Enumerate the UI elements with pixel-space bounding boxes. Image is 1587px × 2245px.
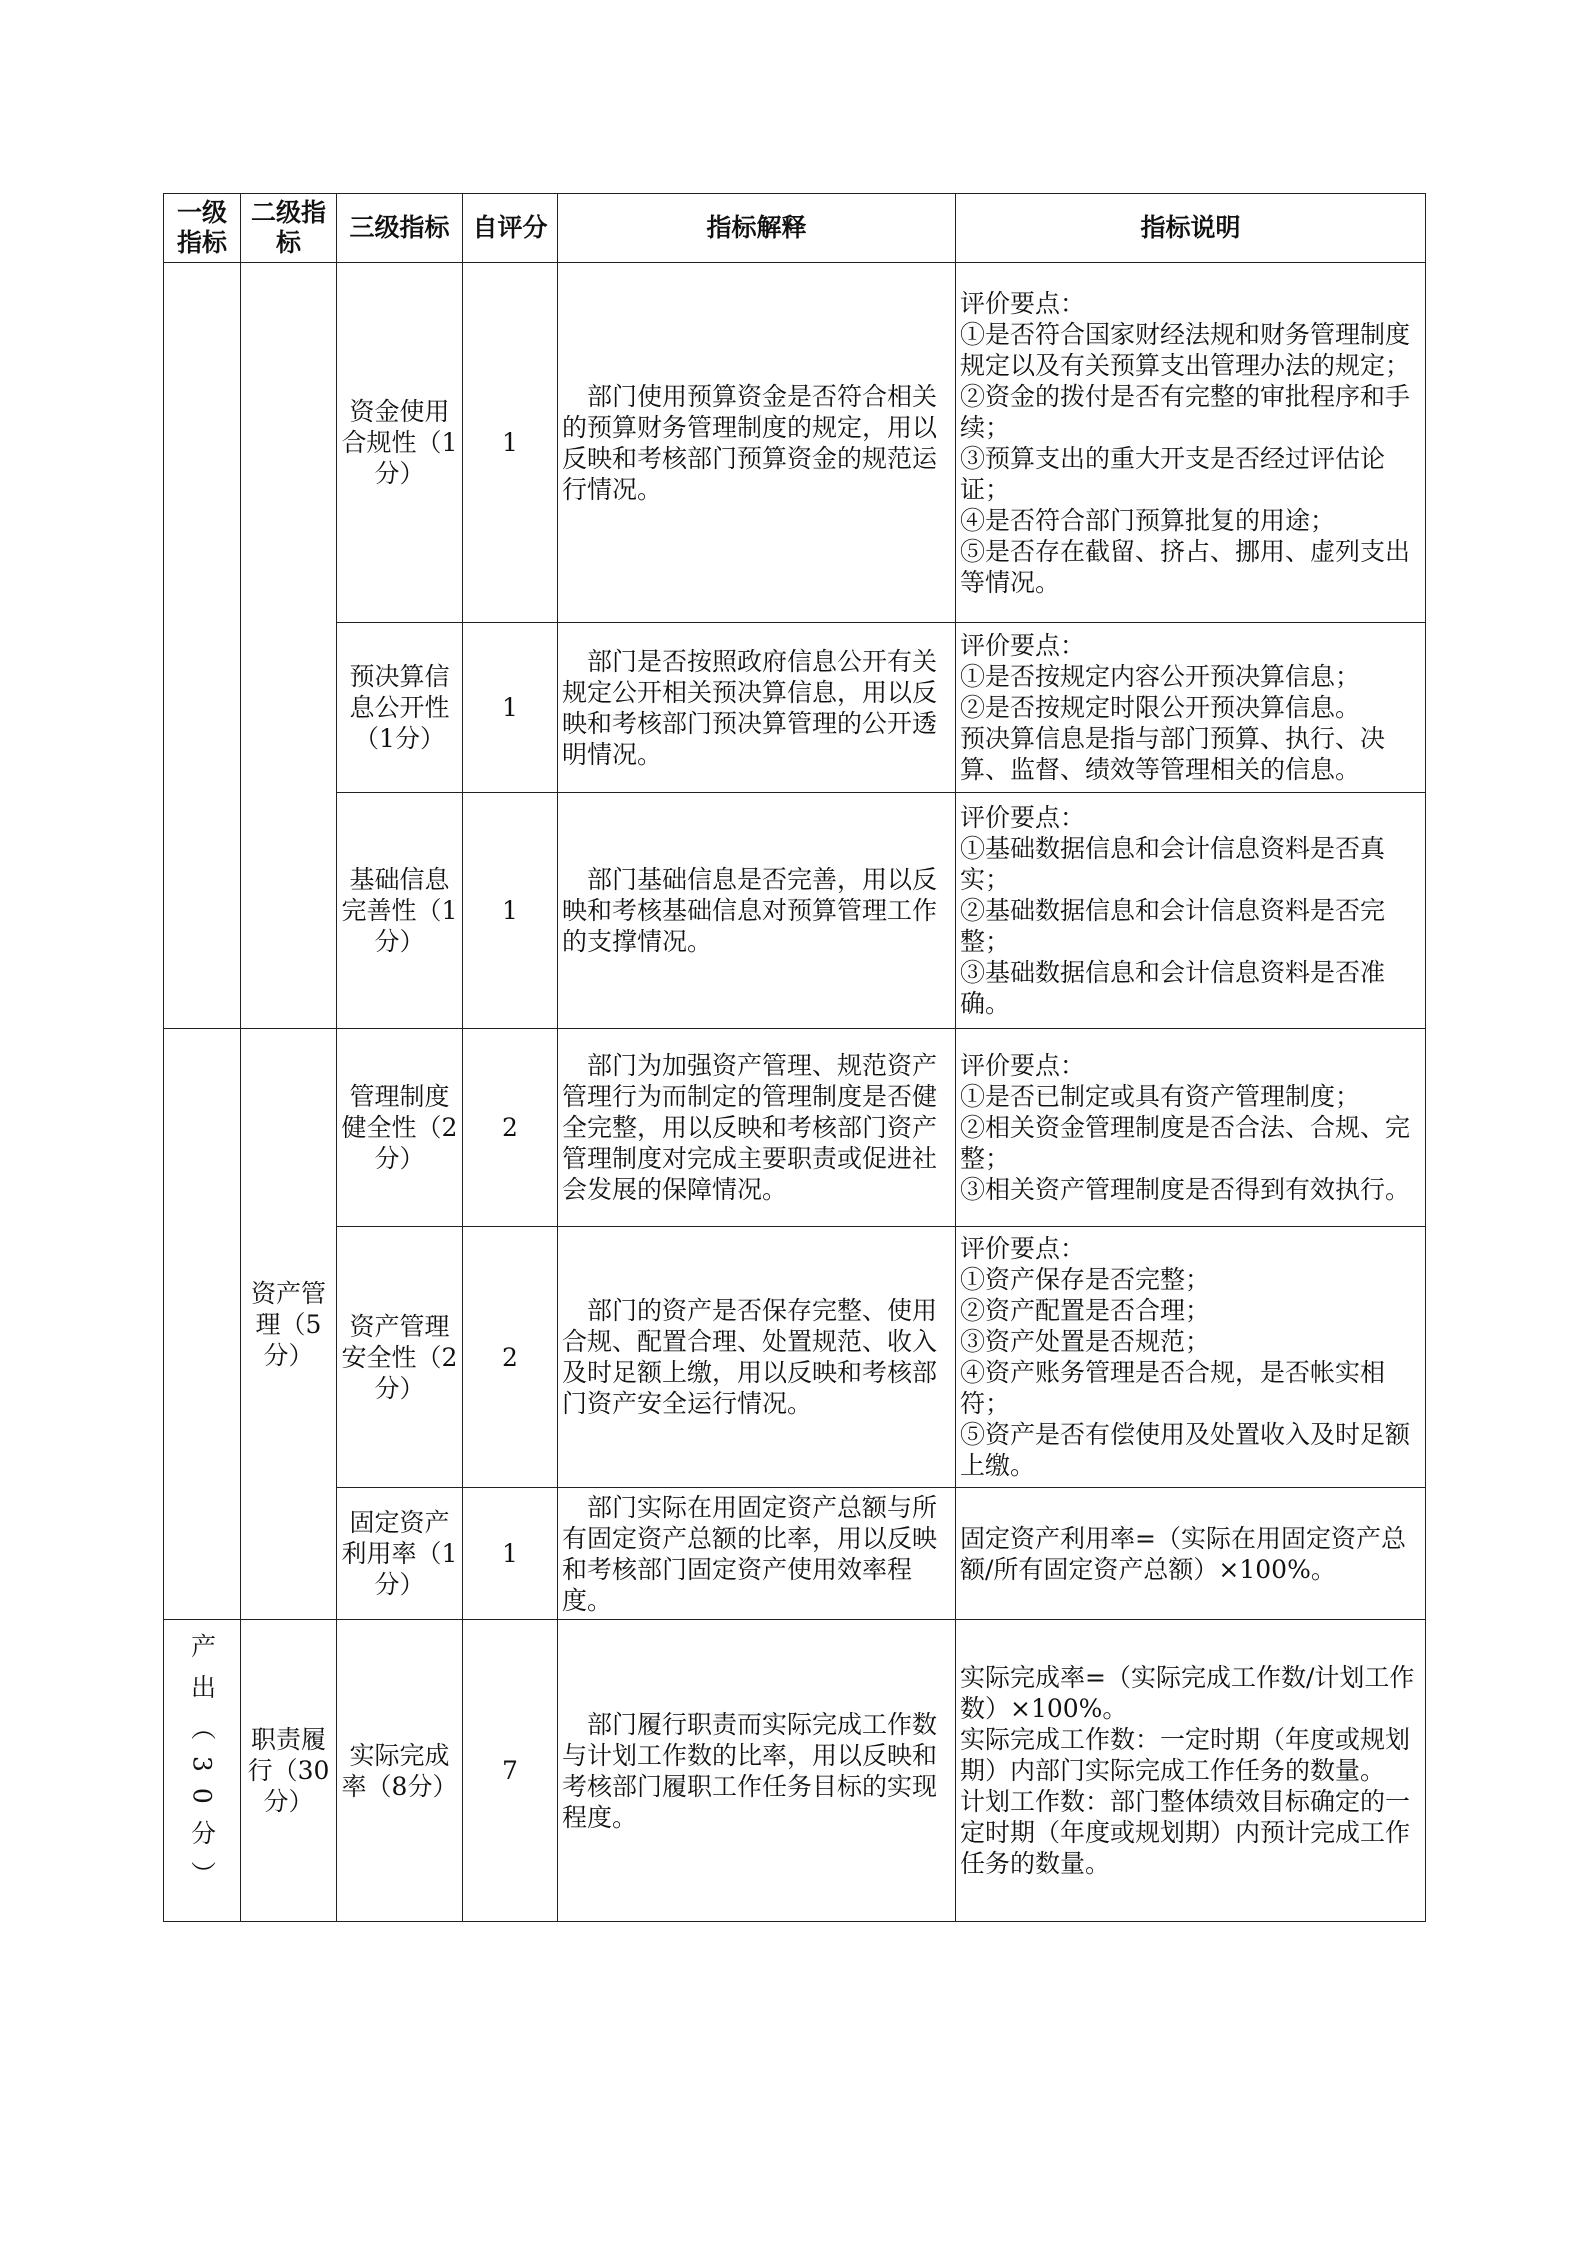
level3-cell: 基础信息完善性（1分） xyxy=(337,793,463,1029)
header-row xyxy=(164,194,1426,263)
level1-cell-empty xyxy=(164,263,241,1029)
note-line: ①是否符合国家财经法规和财务管理制度规定以及有关预算支出管理办法的规定； xyxy=(960,319,1411,380)
explanation-cell xyxy=(558,1488,956,1620)
note-line: ①基础数据信息和会计信息资料是否真实； xyxy=(960,834,1386,894)
notes-cell xyxy=(956,1488,1426,1620)
note-line: 评价要点： xyxy=(960,803,1086,832)
note-line: ②相关资金管理制度是否合法、合规、完整； xyxy=(960,1113,1411,1173)
level2-cell: 资产管理（5分） xyxy=(241,1029,337,1620)
note-line: 计划工作数：部门整体绩效目标确定的一定时期（年度或规划期）内预计完成工作任务的数量。 xyxy=(960,1787,1411,1878)
note-line: 评价要点： xyxy=(960,288,1086,318)
note-line: ②是否按规定时限公开预决算信息。 xyxy=(960,693,1361,722)
note-line: ③基础数据信息和会计信息资料是否准确。 xyxy=(960,958,1386,1018)
level2-cell: 职责履行（30分） xyxy=(241,1620,337,1922)
header-explanation: 指标解释 xyxy=(558,194,956,263)
note-line: 评价要点： xyxy=(960,1051,1086,1080)
note-line: ①资产保存是否完整； xyxy=(960,1265,1211,1294)
note-line: 固定资产利用率=（实际在用固定资产总额/所有固定资产总额）×100%。 xyxy=(960,1523,1406,1584)
table-row xyxy=(164,1227,1426,1488)
note-line: 评价要点： xyxy=(960,631,1086,660)
note-line: 实际完成工作数：一定时期（年度或规划期）内部门实际完成工作任务的数量。 xyxy=(960,1725,1411,1785)
note-line: 评价要点： xyxy=(960,1234,1086,1263)
note-line: ①是否按规定内容公开预决算信息； xyxy=(960,662,1361,691)
note-line: ①是否已制定或具有资产管理制度； xyxy=(960,1082,1361,1111)
note-line: ②资金的拨付是否有完整的审批程序和手续； xyxy=(960,381,1411,442)
note-line: ⑤是否存在截留、挤占、挪用、虚列支出等情况。 xyxy=(960,536,1411,597)
explanation-text: 部门的资产是否保存完整、使用合规、配置合理、处置规范、收入及时足额上缴，用以反映和考核部门资产安全运行情况。 xyxy=(562,1296,938,1418)
notes-cell xyxy=(956,793,1426,1029)
evaluation-table xyxy=(163,193,1426,1922)
level3-cell: 实际完成率（8分） xyxy=(337,1620,463,1922)
explanation-text: 部门使用预算资金是否符合相关的预算财务管理制度的规定，用以反映和考核部门预算资金的规范运行情况。 xyxy=(562,381,938,504)
note-line: ④是否符合部门预算批复的用途； xyxy=(960,505,1336,535)
explanation-cell xyxy=(558,623,956,793)
note-line: ③资产处置是否规范； xyxy=(960,1327,1211,1356)
header-level1: 一级指标 xyxy=(164,194,241,263)
table-row xyxy=(164,1488,1426,1620)
table-row xyxy=(164,793,1426,1029)
table-row xyxy=(164,263,1426,623)
notes-cell xyxy=(956,263,1426,623)
note-line: ③相关资产管理制度是否得到有效执行。 xyxy=(960,1175,1411,1204)
notes-cell xyxy=(956,1029,1426,1227)
header-level3: 三级指标 xyxy=(337,194,463,263)
note-line: ③预算支出的重大开支是否经过评估论证； xyxy=(960,443,1386,504)
header-description: 指标说明 xyxy=(956,194,1426,263)
level1-cell xyxy=(164,1620,241,1922)
table-row xyxy=(164,623,1426,793)
level1-vertical-text: 产出（30分） xyxy=(187,1632,217,1902)
note-line: ⑤资产是否有偿使用及处置收入及时足额上缴。 xyxy=(960,1420,1411,1480)
level2-cell-empty xyxy=(241,263,337,1029)
explanation-cell xyxy=(558,793,956,1029)
level3-cell: 资金使用合规性（1分） xyxy=(337,263,463,623)
table-row xyxy=(164,1620,1426,1922)
level3-cell: 资产管理安全性（2分） xyxy=(337,1227,463,1488)
note-line: 预决算信息是指与部门预算、执行、决算、监督、绩效等管理相关的信息。 xyxy=(960,724,1386,784)
notes-cell xyxy=(956,623,1426,793)
explanation-cell xyxy=(558,1227,956,1488)
table-row xyxy=(164,1029,1426,1227)
explanation-text: 部门基础信息是否完善，用以反映和考核基础信息对预算管理工作的支撑情况。 xyxy=(562,865,938,956)
note-line: ②基础数据信息和会计信息资料是否完整； xyxy=(960,896,1386,956)
score-cell: 1 xyxy=(463,793,558,1029)
explanation-text: 部门是否按照政府信息公开有关规定公开相关预决算信息，用以反映和考核部门预决算管理的公开透明情况。 xyxy=(562,646,938,769)
score-cell: 1 xyxy=(463,623,558,793)
header-score: 自评分 xyxy=(463,194,558,263)
explanation-text: 部门为加强资产管理、规范资产管理行为而制定的管理制度是否健全完整，用以反映和考核部门资产管理制度对完成主要职责或促进社会发展的保障情况。 xyxy=(562,1051,938,1204)
level3-cell: 固定资产利用率（1分） xyxy=(337,1488,463,1620)
notes-cell xyxy=(956,1620,1426,1922)
level3-cell: 预决算信息公开性（1分） xyxy=(337,623,463,793)
score-cell: 1 xyxy=(463,263,558,623)
header-level2: 二级指标 xyxy=(241,194,337,263)
explanation-text: 部门履行职责而实际完成工作数与计划工作数的比率，用以反映和考核部门履职工作任务目标的实现程度。 xyxy=(562,1709,938,1832)
explanation-cell xyxy=(558,263,956,623)
score-cell: 2 xyxy=(463,1227,558,1488)
score-cell: 1 xyxy=(463,1488,558,1620)
notes-cell xyxy=(956,1227,1426,1488)
note-line: ④资产账务管理是否合规，是否帐实相符； xyxy=(960,1358,1386,1418)
explanation-cell xyxy=(558,1029,956,1227)
note-line: ②资产配置是否合理； xyxy=(960,1296,1211,1325)
score-cell: 7 xyxy=(463,1620,558,1922)
level1-cell-empty xyxy=(164,1029,241,1620)
explanation-cell xyxy=(558,1620,956,1922)
level3-cell: 管理制度健全性（2分） xyxy=(337,1029,463,1227)
score-cell: 2 xyxy=(463,1029,558,1227)
explanation-text: 部门实际在用固定资产总额与所有固定资产总额的比率，用以反映和考核部门固定资产使用效率程度。 xyxy=(562,1492,938,1615)
note-line: 实际完成率=（实际完成工作数/计划工作数）×100%。 xyxy=(960,1663,1415,1723)
